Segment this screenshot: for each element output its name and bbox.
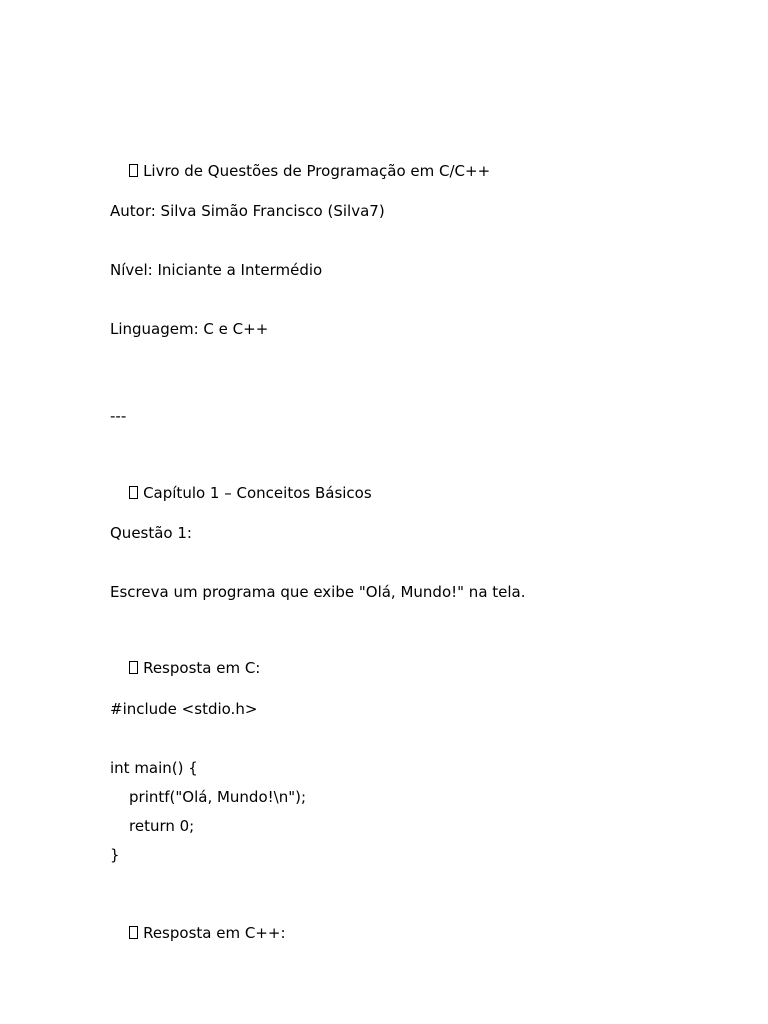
document-title-line (110, 144, 490, 198)
missing-glyph-icon (129, 486, 138, 499)
level-line: Nível: Iniciante a Intermédio (110, 261, 323, 279)
code-return-line: return 0; (129, 817, 195, 835)
answer-c-heading (110, 641, 260, 695)
document-title: Livro de Questões de Programação em C/C++ (143, 162, 491, 180)
code-printf-line: printf("Olá, Mundo!\n"); (129, 788, 307, 806)
separator: --- (110, 407, 127, 425)
code-main-close-line: } (110, 846, 120, 864)
question-text: Escreva um programa que exibe "Olá, Mundo!" na tela. (110, 583, 526, 601)
answer-cpp-heading (110, 906, 286, 960)
question-label: Questão 1: (110, 524, 192, 542)
missing-glyph-icon (129, 661, 138, 674)
chapter-title: Capítulo 1 – Conceitos Básicos (143, 484, 372, 502)
code-main-open-line: int main() { (110, 759, 198, 777)
answer-c-label: Resposta em C: (143, 659, 261, 677)
missing-glyph-icon (129, 926, 138, 939)
language-line: Linguagem: C e C++ (110, 320, 269, 338)
missing-glyph-icon (129, 164, 138, 177)
answer-cpp-label: Resposta em C++: (143, 924, 286, 942)
author-line: Autor: Silva Simão Francisco (Silva7) (110, 202, 385, 220)
chapter-heading (110, 466, 372, 520)
code-include-line: #include <stdio.h> (110, 700, 258, 718)
